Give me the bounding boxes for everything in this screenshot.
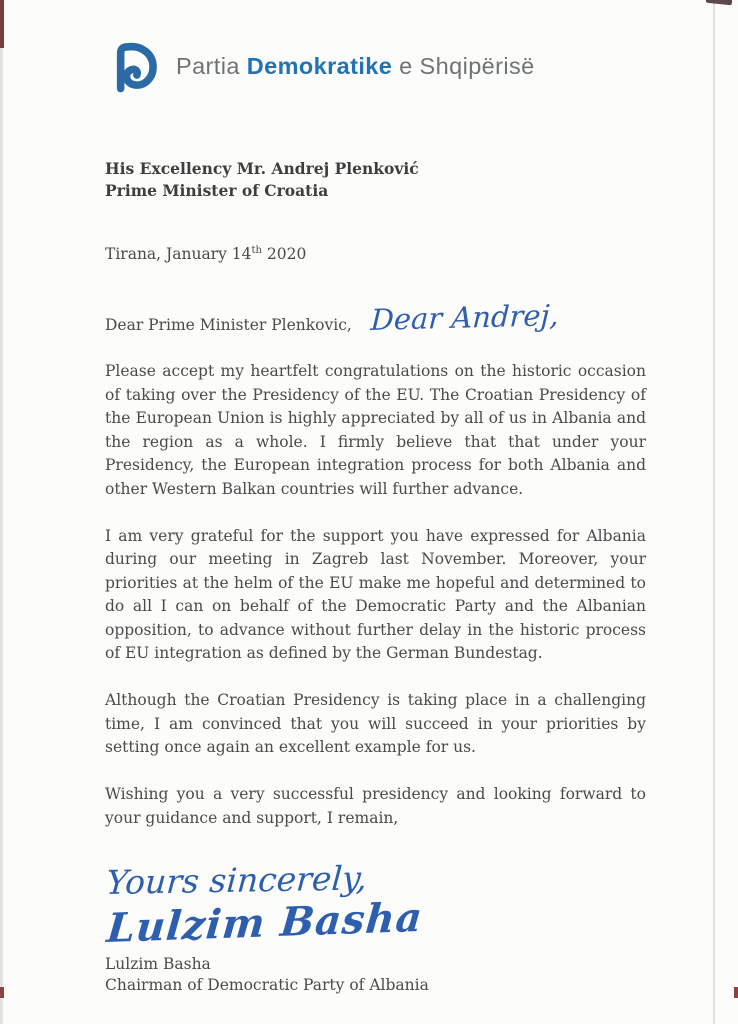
salutation-row	[105, 291, 646, 337]
paragraph-congratulations: Please accept my heartfelt congratulations on the historic occasion of taking over the Presidency of the EU. The Croatian Presidency of the European Union is highly appreciated by all of us in Albania and the region as a whole. I firmly believe that that under your Presidency, the European integration process for both Albania and other Western Balkan countries will further advance.	[105, 362, 646, 498]
dateline-text: Tirana, January 14	[105, 245, 252, 264]
paragraph-challenging-time: Although the Croatian Presidency is taking place in a challenging time, I am convinced that you will succeed in your priorities by setting once again an excellent example for us.	[105, 691, 646, 757]
salutation-handwritten: Dear Andrej,	[369, 297, 560, 337]
signer-name: Lulzim Basha	[105, 955, 211, 974]
scan-left-edge	[0, 0, 3, 1024]
closing-block	[105, 858, 646, 996]
recipient-block	[105, 158, 646, 201]
dateline-ordinal: th	[251, 245, 262, 256]
party-wordmark	[176, 53, 535, 84]
scan-artifact-top-right	[706, 0, 732, 5]
dateline	[105, 239, 646, 267]
scan-artifact-bottom-left	[0, 987, 4, 998]
paragraph-wishes: Wishing you a very successful presidency and looking forward to your guidance and support, I remain,	[105, 785, 646, 827]
closing-handwritten: Yours sincerely,	[105, 858, 369, 903]
wordmark-partia: Partia	[176, 52, 240, 79]
scan-right-edge	[713, 0, 715, 1024]
recipient-name: His Excellency Mr. Andrej Plenković	[105, 159, 419, 178]
signer-title: Chairman of Democratic Party of Albania	[105, 976, 429, 995]
signature-handwritten: Lulzim Basha	[105, 893, 425, 953]
letter-body	[105, 158, 646, 996]
recipient-title: Prime Minister of Croatia	[105, 180, 329, 200]
dateline-year: 2020	[261, 245, 307, 264]
paragraph-gratitude: I am very grateful for the support you have expressed for Albania during our meeting in Zagreb last November. Moreover, your priorities at the helm of the EU make me hopeful and determined to do all I can on behalf of the Democratic Party and the Albanian opposition, to advance without further delay in the historic process of EU integration as defined by the German Bundestag.	[105, 526, 646, 663]
wordmark-demokratike: Demokratike	[246, 52, 393, 79]
salutation-typed: Dear Prime Minister Plenkovic,	[105, 315, 352, 334]
democratic-party-spiral-d-logo-icon	[105, 40, 159, 96]
letterhead	[105, 40, 535, 96]
scan-artifact-bottom-right	[734, 987, 738, 998]
scan-artifact-top-left	[0, 0, 4, 48]
wordmark-e-shqiperise: e Shqipërisë	[399, 52, 535, 79]
